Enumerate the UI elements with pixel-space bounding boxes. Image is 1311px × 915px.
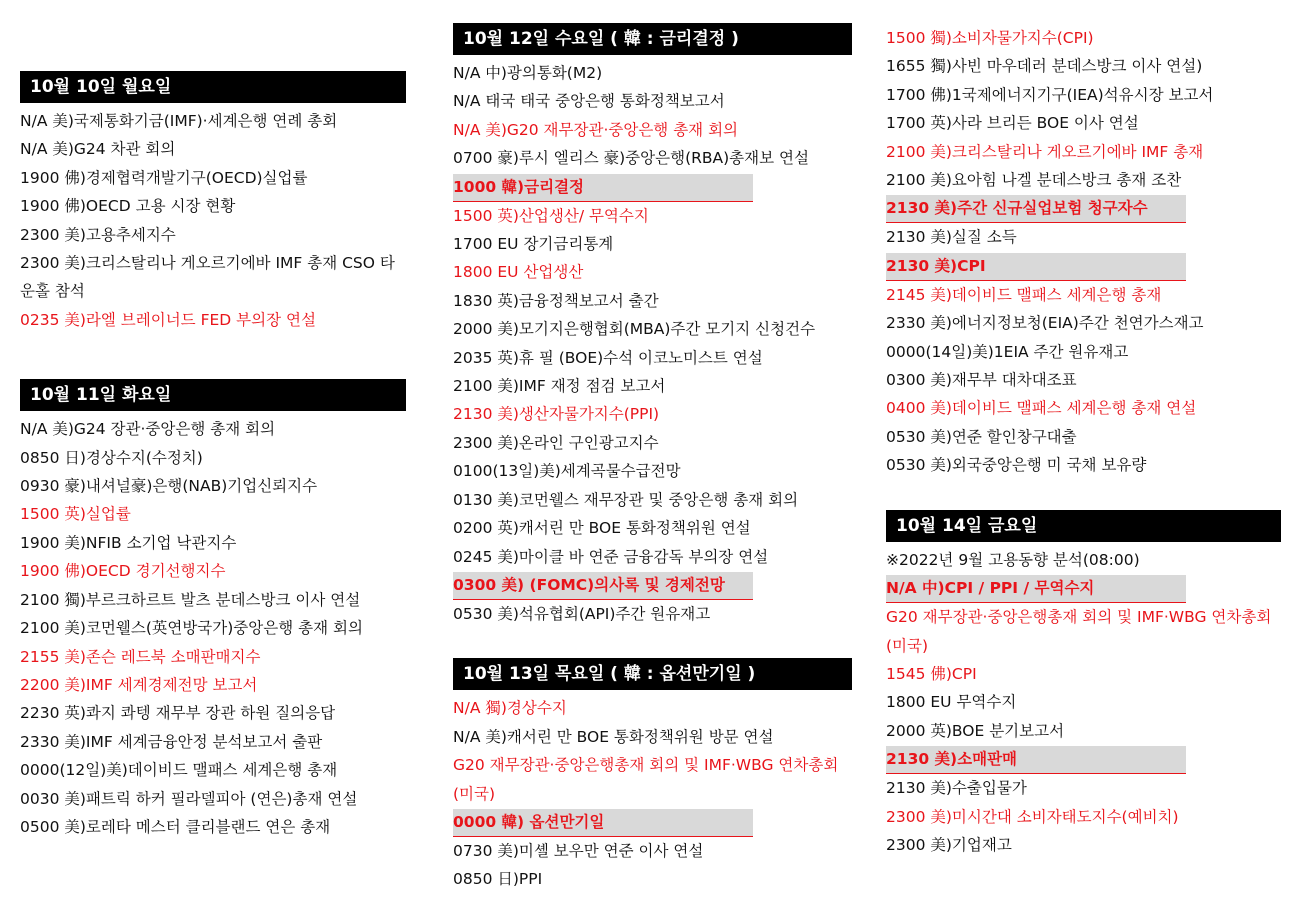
event-item: 1500 英)산업생산/ 무역수지 xyxy=(453,206,649,225)
event-item: 2100 美)IMF 재정 점검 보고서 xyxy=(453,377,666,396)
event-list xyxy=(886,546,1281,860)
event-item: 0530 美)연준 할인창구대출 xyxy=(886,427,1077,446)
event-item: 1900 佛)OECD 경기선행지수 xyxy=(20,562,226,581)
event-item: G20 재무장관·중앙은행총재 회의 및 IMF·WBG 연차총회(미국) xyxy=(886,608,1272,655)
event-item: 0850 日)경상수지(수정치) xyxy=(20,448,203,467)
event-item: 2035 英)휴 필 (BOE)수석 이코노미스트 연설 xyxy=(453,348,763,367)
event-item: 2230 英)콰지 콰텡 재무부 장관 하원 질의응답 xyxy=(20,704,336,723)
event-item: 2330 美)IMF 세계금융안정 분석보고서 출판 xyxy=(20,732,323,751)
event-item: 2300 美)미시간대 소비자태도지수(예비치) xyxy=(886,807,1179,826)
event-item: N/A 美)캐서린 만 BOE 통화정책위원 방문 연설 xyxy=(453,727,774,746)
event-item: 0030 美)패트릭 하커 필라델피아 (연은)총재 연설 xyxy=(20,789,358,808)
event-item: 2200 美)IMF 세계경제전망 보고서 xyxy=(20,675,258,694)
event-item: 0700 豪)루시 엘리스 豪)중앙은행(RBA)총재보 연설 xyxy=(453,149,809,168)
event-item: 2130 美)생산자물가지수(PPI) xyxy=(453,405,660,424)
day-section-oct-13 xyxy=(453,658,852,893)
event-item: 0200 英)캐서린 만 BOE 통화정책위원 연설 xyxy=(453,519,751,538)
day-header: 10월 10일 월요일 xyxy=(20,71,406,103)
event-item: 1900 佛)OECD 고용 시장 현황 xyxy=(20,197,236,216)
event-item: 2155 美)존슨 레드북 소매판매지수 xyxy=(20,647,261,666)
event-item: 2300 美)크리스탈리나 게오르기에바 IMF 총재 CSO 타운홀 참석 xyxy=(20,254,395,301)
event-item: N/A 獨)경상수지 xyxy=(453,699,567,718)
event-item: 2300 美)온라인 구인광고지수 xyxy=(453,433,659,452)
event-item: 0000(12일)美)데이비드 맬패스 세계은행 총재 xyxy=(20,761,338,780)
day-section-oct-14 xyxy=(886,510,1281,860)
event-item: 1700 EU 장기금리통계 xyxy=(453,235,614,254)
event-item: 0530 美)석유협회(API)주간 원유재고 xyxy=(453,604,711,623)
spacer xyxy=(20,334,406,379)
day-header: 10월 12일 수요일 ( 韓 : 금리결정 ) xyxy=(453,23,852,55)
highlighted-event-item: 0300 美) (FOMC)의사록 및 경제전망 xyxy=(453,572,753,600)
highlighted-event-item: 2130 美)소매판매 xyxy=(886,746,1186,774)
event-item: 0930 豪)내셔널豪)은행(NAB)기업신뢰지수 xyxy=(20,477,318,496)
column-1 xyxy=(20,71,406,841)
event-item: 0850 日)PPI xyxy=(453,870,543,889)
highlighted-event-item: 1000 韓)금리결정 xyxy=(453,174,753,202)
day-section-oct-12 xyxy=(453,23,852,628)
event-item: 2300 美)고용추세지수 xyxy=(20,225,176,244)
event-item: 1500 獨)소비자물가지수(CPI) xyxy=(886,29,1094,47)
event-item: 0300 美)재무부 대차대조표 xyxy=(886,371,1077,390)
day-header: 10월 11일 화요일 xyxy=(20,379,406,411)
event-item: N/A 美)G24 장관·중앙은행 총재 회의 xyxy=(20,420,276,439)
spacer xyxy=(453,628,852,658)
day-header: 10월 14일 금요일 xyxy=(886,510,1281,542)
event-item: G20 재무장관·중앙은행총재 회의 및 IMF·WBG 연차총회(미국) xyxy=(453,756,839,803)
event-item: 1900 佛)경제협력개발기구(OECD)실업률 xyxy=(20,168,308,187)
column-2 xyxy=(453,23,852,894)
event-item: 1545 佛)CPI xyxy=(886,664,977,683)
column-3 xyxy=(886,24,1281,859)
event-item: 1700 英)사라 브리든 BOE 이사 연설 xyxy=(886,114,1139,133)
day-header: 10월 13일 목요일 ( 韓 : 옵션만기일 ) xyxy=(453,658,852,690)
event-item: N/A 中)광의통화(M2) xyxy=(453,64,603,82)
event-item: 2100 美)크리스탈리나 게오르기에바 IMF 총재 xyxy=(886,142,1204,161)
event-item: 1500 英)실업률 xyxy=(20,505,131,524)
event-item: 0235 美)라엘 브레이너드 FED 부의장 연설 xyxy=(20,310,316,329)
event-item: 2330 美)에너지정보청(EIA)주간 천연가스재고 xyxy=(886,314,1204,333)
event-item: N/A 美)G20 재무장관·중앙은행 총재 회의 xyxy=(453,120,739,139)
event-item: 0500 美)로레타 메스터 클리블랜드 연은 총재 xyxy=(20,817,331,836)
event-list xyxy=(20,415,406,841)
day-section-oct-11 xyxy=(20,379,406,841)
event-item: N/A 美)국제통화기금(IMF)·세계은행 연례 총회 xyxy=(20,112,338,130)
event-item: 2130 美)수출입물가 xyxy=(886,779,1027,798)
event-item: 0130 美)코먼웰스 재무장관 및 중앙은행 총재 회의 xyxy=(453,490,799,509)
day-section-oct-10 xyxy=(20,71,406,334)
event-item: 2000 英)BOE 분기보고서 xyxy=(886,721,1065,740)
event-list xyxy=(453,59,852,628)
event-item: 0730 美)미셸 보우만 연준 이사 연설 xyxy=(453,841,704,860)
event-item: 1830 英)금융정책보고서 출간 xyxy=(453,291,659,310)
event-item: 2100 獨)부르크하르트 발츠 분데스방크 이사 연설 xyxy=(20,590,361,609)
event-list xyxy=(886,24,1281,480)
event-item: 0000(14일)美)1EIA 주간 원유재고 xyxy=(886,342,1129,361)
event-item: N/A 美)G24 차관 회의 xyxy=(20,140,176,159)
highlighted-event-item: 2130 美)주간 신규실업보험 청구자수 xyxy=(886,195,1186,223)
highlighted-event-item: N/A 中)CPI / PPI / 무역수지 xyxy=(886,575,1186,603)
event-item: 2100 美)요아힘 나겔 분데스방크 총재 조찬 xyxy=(886,171,1182,190)
event-item: 1900 美)NFIB 소기업 낙관지수 xyxy=(20,533,237,552)
event-item: 2100 美)코먼웰스(英연방국가)중앙은행 총재 회의 xyxy=(20,619,363,638)
highlighted-event-item: 0000 韓) 옵션만기일 xyxy=(453,809,753,837)
highlighted-event-item: 2130 美)CPI xyxy=(886,253,1186,281)
event-item: 0530 美)외국중앙은행 미 국채 보유량 xyxy=(886,456,1147,475)
event-item: N/A 태국 태국 중앙은행 통화정책보고서 xyxy=(453,92,725,111)
event-item: 0100(13일)美)세계곡물수급전망 xyxy=(453,462,681,481)
day-section-oct-13-continued xyxy=(886,24,1281,480)
event-item: 1800 EU 무역수지 xyxy=(886,693,1017,712)
event-item: 2145 美)데이비드 맬패스 세계은행 총재 xyxy=(886,285,1162,304)
event-item: 2000 美)모기지은행협회(MBA)주간 모기지 신청건수 xyxy=(453,320,816,339)
spacer xyxy=(886,480,1281,510)
event-item: 1700 佛)1국제에너지기구(IEA)석유시장 보고서 xyxy=(886,85,1214,104)
event-item: 2300 美)기업재고 xyxy=(886,835,1012,854)
event-item: 0400 美)데이비드 맬패스 세계은행 총재 연설 xyxy=(886,399,1197,418)
event-item: 2130 美)실질 소득 xyxy=(886,228,1017,247)
event-item: ※2022년 9월 고용동향 분석(08:00) xyxy=(886,550,1140,569)
event-item: 0245 美)마이클 바 연준 금융감독 부의장 연설 xyxy=(453,547,769,566)
event-list xyxy=(20,107,406,334)
event-item: 1800 EU 산업생산 xyxy=(453,263,584,282)
event-list xyxy=(453,694,852,893)
event-item: 1655 獨)사빈 마우데러 분데스방크 이사 연설) xyxy=(886,57,1203,76)
